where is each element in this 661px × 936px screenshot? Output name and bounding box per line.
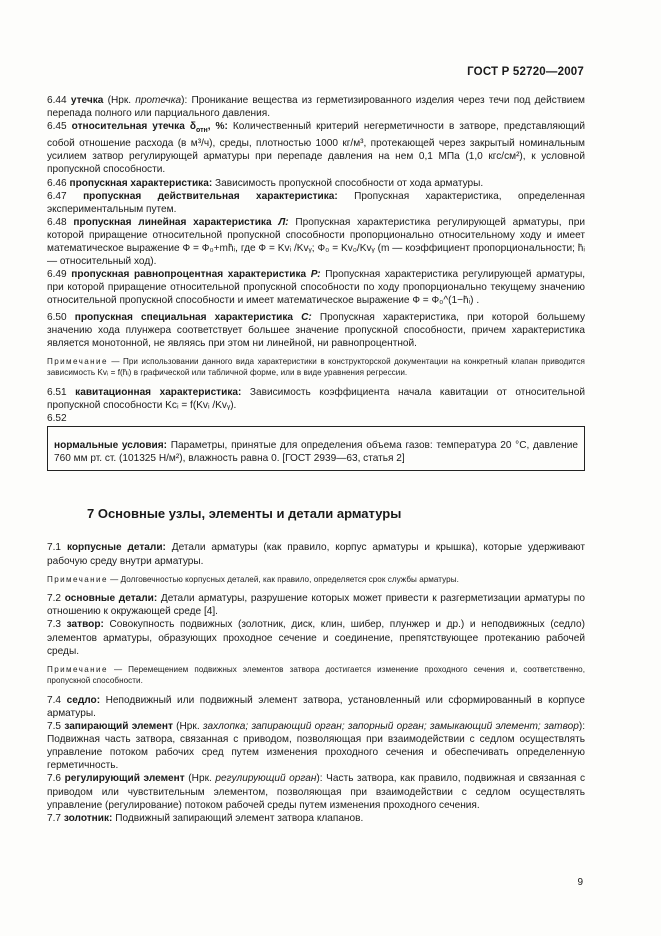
term-name: пропускная действительная характеристика: [83, 190, 338, 202]
term-definition: ): Часть затвора, как правило, подвижная и связанная с приводом или чувствительным элементом, позволяющая при взаимодействии с седлом осуществлять управление (регулирование) потоком рабочей среды путем изменения проходного сечения. [47, 773, 585, 811]
term-number: 7.7 [47, 812, 62, 824]
term-symbol-suffix: , %: [207, 121, 228, 133]
term-name: относительная утечка [71, 121, 185, 133]
term-name: затвор: [66, 619, 104, 631]
term-name: запирающий элемент [64, 721, 173, 733]
term-definition: Пропускная характеристика регулирующей арматуры, при которой приращение относительной пропускной способности по ходу пропорционально текущему значению относительной пропускной способности и имеет математическое выражение Ф = Ф₀^(1−h̄ᵢ) . [47, 269, 585, 307]
page-number: 9 [577, 877, 583, 888]
term-number: 7.4 [47, 694, 62, 706]
term-definition: ): Проникание вещества из герметизированного изделия через течи под действием перепада полного или парциального давления. [47, 95, 585, 120]
term-6-49 [47, 268, 585, 307]
term-prefix: (Нрк. [172, 721, 203, 733]
note-label: Примечание [47, 664, 108, 674]
term-definition: Количественный критерий негерметичности в затворе, представляющий собой отношение расхода (в м³/ч), среды, плотностью 1000 кг/м³, протекающей через закрытый номинальным усилием затвор регулирующей арматуры при перепаде давления на нем 0,1 МПа (1,0 кгс/см²), к условной пропускной способности. [47, 121, 586, 176]
term-name: кавитационная характеристика: [75, 386, 242, 398]
note-label: Примечание [47, 356, 108, 366]
term-number: 7.5 [47, 721, 62, 733]
term-definition: Неподвижный или подвижный элемент затвора, установленный или сформированный в корпусе арматуры. [47, 694, 585, 719]
term-name: утечка [70, 95, 104, 106]
term-name: пропускная равнопроцентная характеристика [71, 269, 307, 281]
document-body [47, 94, 585, 825]
term-6-52-box [47, 426, 585, 471]
term-name: пропускная линейная характеристика [73, 216, 272, 228]
term-name: основные детали: [64, 593, 158, 605]
term-symbol-subscript: отн [195, 127, 208, 135]
term-definition: Детали арматуры, разрушение которых может привести к разгерметизации арматуры по отношению к окружающей среде [4]. [47, 593, 586, 618]
note-text: — Перемещением подвижных элементов затвора достигается изменение проходного сечения и, соответственно, пропускной способности. [47, 664, 585, 686]
standard-header: ГОСТ Р 52720—2007 [467, 66, 584, 78]
term-6-48 [47, 216, 585, 268]
term-alternative: протечка [135, 95, 182, 106]
note-7-3 [47, 664, 585, 687]
term-7-1 [47, 541, 585, 567]
term-number: 7.3 [47, 619, 62, 631]
term-7-6 [47, 772, 585, 811]
term-number: 6.45 [47, 121, 67, 133]
term-definition: Пропускная характеристика, определенная экспериментальным путем. [47, 190, 585, 215]
term-number: 6.47 [47, 190, 67, 202]
term-7-7 [47, 812, 585, 825]
term-name: корпусные детали: [66, 542, 166, 554]
term-number: 6.48 [47, 216, 67, 228]
term-alternative: регулирующий орган [215, 773, 317, 785]
term-prefix: (Нрк. [184, 773, 216, 785]
term-6-47 [47, 190, 585, 216]
term-number: 7.6 [47, 773, 62, 785]
term-definition: Совокупность подвижных (золотник, диск, клин, шибер, плунжер и др.) и неподвижных (седло) элементов арматуры, образующих проходное сечение и соединение, препятствующее протеканию рабочей среды. [47, 619, 585, 657]
term-definition: ): Подвижная часть затвора, связанная с приводом, позволяющая при взаимодействии с седлом осуществлять управление потоком рабочих сред путем изменения проходного сечения и обеспечивать определенную герметичность. [47, 721, 586, 772]
term-name: пропускная характеристика: [69, 177, 213, 189]
term-definition: Зависимость пропускной способности от хода арматуры. [212, 177, 484, 189]
term-number: 7.1 [47, 542, 62, 554]
term-prefix: (Нрк. [103, 95, 136, 106]
term-number: 6.52 [47, 413, 67, 425]
term-definition: Пропускная характеристика, при которой большему значению хода плунжера соответствует большее значение пропускной способности, причем характеристика является монотонной, не являясь при этом ни линейной, ни равнопроцентной. [47, 311, 585, 349]
term-name: пропускная специальная характеристика [74, 311, 294, 323]
section-7-title: 7 Основные узлы, элементы и детали арматуры [87, 506, 402, 522]
note-label: Примечание [47, 574, 108, 584]
term-6-45 [47, 120, 585, 176]
term-definition: Подвижный запирающий элемент затвора клапанов. [112, 812, 364, 824]
term-symbol: С: [293, 311, 312, 323]
term-7-3 [47, 618, 585, 657]
term-alternative: захлопка; запирающий орган; запорный орган; замыкающий элемент; затвор [202, 721, 579, 733]
term-number: 6.49 [47, 269, 67, 281]
term-symbol: δ [189, 121, 196, 133]
term-number: 6.44 [47, 95, 67, 106]
term-6-51 [47, 386, 585, 412]
term-6-52-number [47, 412, 585, 425]
term-number: 6.46 [47, 177, 67, 189]
term-6-52 [54, 439, 578, 465]
term-number: 6.51 [47, 386, 67, 398]
term-symbol: Р: [306, 269, 321, 281]
term-7-5 [47, 720, 585, 772]
note-text: — При использовании данного вида характеристики в конструкторской документации на конкретный клапан приводится зависимость Kvᵢ = f(h̄ᵢ) в графической или табличной форме, или в виде уравнения регрессии. [47, 356, 585, 378]
term-definition: Зависимость коэффициента начала кавитации от относительной пропускной способности Kcᵢ = f(Kvᵢ /Kvᵧ). [47, 386, 585, 412]
note-7-1 [47, 574, 585, 586]
note-text: — Долговечностью корпусных деталей, как правило, определяется срок службы арматуры. [107, 574, 459, 584]
note-6-50 [47, 356, 585, 379]
term-6-50 [47, 311, 585, 350]
term-6-44 [47, 94, 585, 120]
term-name: золотник: [63, 812, 113, 824]
term-name: регулирующий элемент [64, 773, 185, 785]
term-definition: Пропускная характеристика регулирующей арматуры, при которой приращение относительной пропускной способности пропорционально относительному ходу и имеет математическое выражение Ф = Ф₀+mh̄ᵢ, где Ф = Kvᵢ /Kvᵧ; Ф₀ = Kv₀/Kvᵧ (m — коэффициент пропорциональности; h̄ᵢ — относительный ход). [47, 216, 586, 268]
term-7-4 [47, 694, 585, 720]
term-name: нормальные условия: [54, 440, 168, 452]
term-symbol: Л: [271, 216, 289, 228]
term-definition: Детали арматуры (как правило, корпус арматуры и крышка), которые удерживают рабочую среду внутри арматуры. [47, 542, 586, 567]
term-number: 7.2 [47, 593, 62, 605]
term-definition: Параметры, принятые для определения объема газов: температура 20 °С, давление 760 мм рт. ст. (101325 Н/м²), влажность равна 0. [ГОСТ 2939—63, статья 2] [54, 440, 579, 465]
term-6-46 [47, 177, 585, 190]
term-number: 6.50 [47, 311, 67, 323]
term-name: седло: [66, 694, 101, 706]
term-7-2 [47, 592, 585, 618]
